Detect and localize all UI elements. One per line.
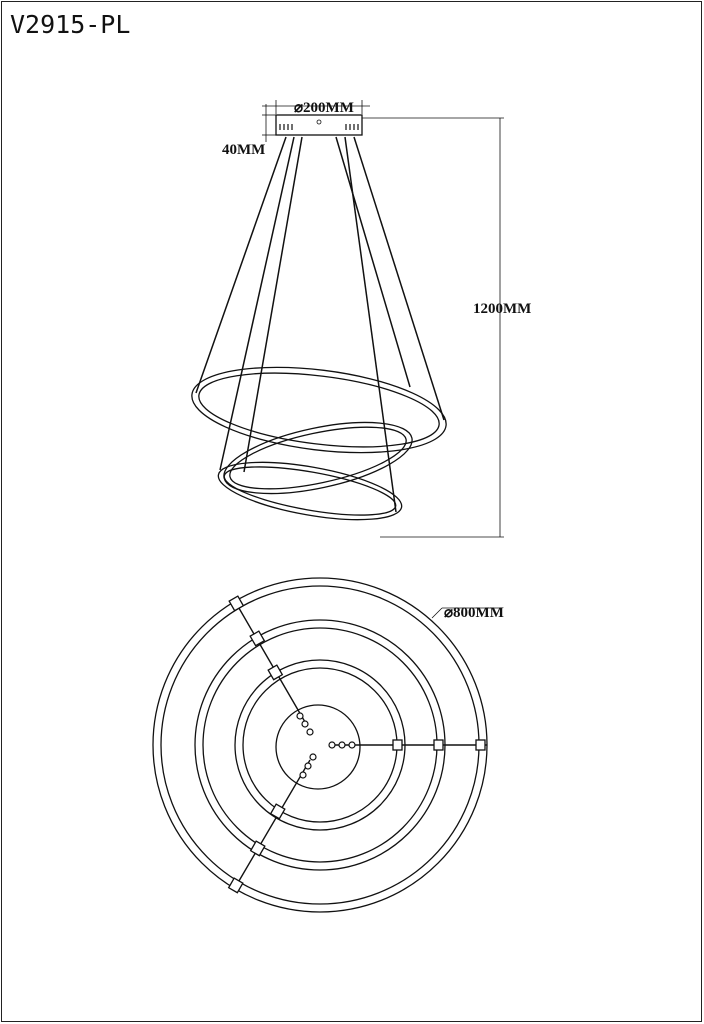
canopy-vents xyxy=(280,124,358,130)
canopy xyxy=(276,115,362,135)
model-title: V2915-PL xyxy=(10,10,131,39)
canopy-height-label: 40MM xyxy=(222,142,266,158)
suspension-cables xyxy=(196,137,444,512)
canopy-top xyxy=(276,705,360,789)
canopy-diameter-label: ⌀200MM xyxy=(294,100,354,116)
top-view xyxy=(153,578,504,912)
ring-diameter-leader xyxy=(432,608,442,618)
ring-diameter-label: ⌀800MM xyxy=(444,605,504,621)
canopy-screw xyxy=(317,120,321,124)
total-height-label: 1200MM xyxy=(473,301,532,317)
support-arms xyxy=(236,603,487,886)
side-view xyxy=(187,100,531,537)
